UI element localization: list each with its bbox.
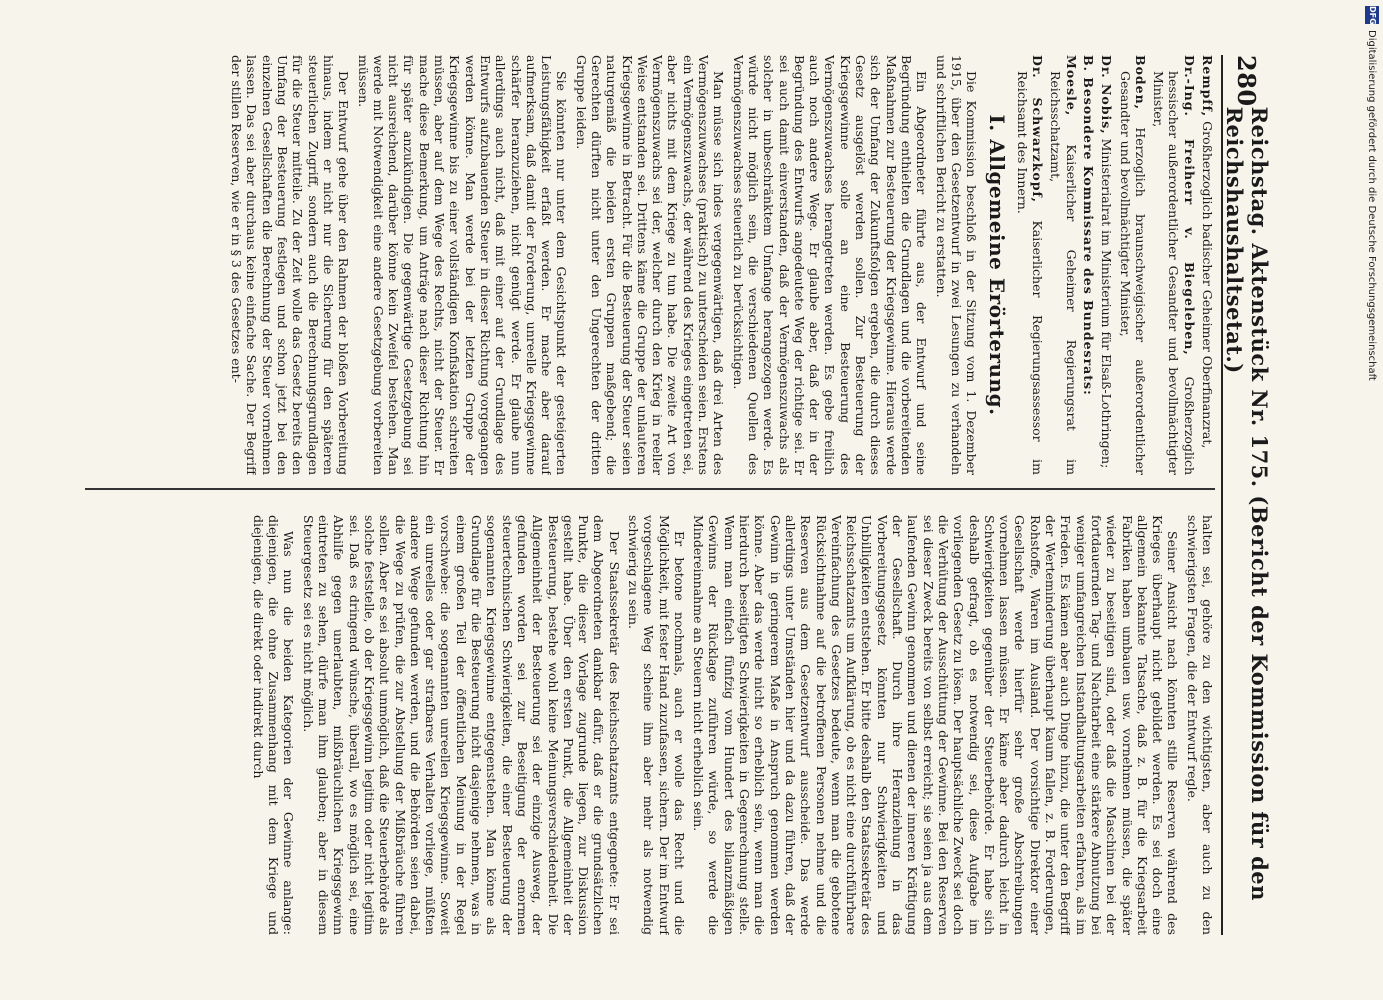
running-header xyxy=(1221,55,1271,935)
paragraph: Der Staatssekretär des Reichsschatzamts entgegnete: Er sei dem Abgeordneten dankbar dafür, daß er die grundsätzlichen Punkte, die dieser Vorlage zugrunde liegen, zur Diskussion gestellt habe. Über den ersten Punkt, die Allgemeinheit der Besteuerung, bestehe wohl keine Meinungsverschiedenheit. Die Allgemeinheit der Besteuerung sei der einzige Ausweg, der gefunden worden sei zur Beseitigung der enormen steuertechnischen Schwierigkeiten, die einer Besteuerung der sogenannten Kriegsgewinne entgegenstehen. Man könne als Grundlage für die Besteuerung nicht dasjenige nehmen, was in einem großen Teil der öffentlichen Meinung in der Regel vorschwebe: die sogenannten unreellen Kriegsgewinne. Soweit ein unreelles oder gar strafbares Verhalten vorliege, müßten andere Wege gefunden werden, und die Behörden seien dabei, die Wege zu prüfen, die zur Abstellung der Mißbräuche führen sollen. Aber es sei absolut unmöglich, daß die Steuerbehörde als solche feststelle, ob der Kriegsgewinn legitim oder nicht legitim sei. Daß es dringend wünsche, überall, wo es möglich sei, eine Abhilfe gegen unerlaubten, mißbräuchlichen Kriegsgewinn eintreten zu sehen, dürfe man ihm glauben; aber in diesem Steuergesetz sei es nicht möglich. xyxy=(300,515,622,935)
entry-name: Moesle, xyxy=(1063,55,1079,117)
entry-text: Herzoglich braunschweigischer außerordentlicher Gesandter und bevollmächtigter Minister, xyxy=(1117,71,1148,475)
paragraph: Er betone nochmals, auch er wolle das Recht und die Möglichkeit, mit fester Hand zuzufassen, sichern. Der im Entwurf vorgeschlagene Weg scheine ihm aber mehr als notwendig schwierig zu sein. xyxy=(626,515,687,935)
paragraph: Ein Abgeordneter führte aus, der Entwurf und seine Begründung enthielten die Grundlagen und die vorbereitenden Maßnahmen zur Besteuerung der Kriegsgewinne. Hieraus werde sich der Umfang der Zukunftsfolgen ergeben, die durch dieses Gesetz ausgelöst werden sollen. Zur Besteuerung der Kriegsgewinne solle an eine Besteuerung des Vermögenszuwachses herangetreten werden. Es gebe freilich auch noch andere Wege. Er glaube aber, daß der in der Begründung des Entwurfs angedeutete Weg der richtige sei. Er sei auch damit einverstanden, daß der Vermögenszuwachs als solcher in unbeschränktem Umfange herangezogen werde. Es würde nicht möglich sein, die verschiedenen Quellen des Vermögenszuwachses steuerlich zu berücksichtigen. xyxy=(730,55,930,475)
list-item xyxy=(1200,55,1215,475)
right-column xyxy=(85,515,1215,935)
entry-name: Dr.-Ing. Freiherr v. Biegeleben, xyxy=(1181,55,1197,356)
entry-text: Kaiserlicher Regierungsassessor im Reichsamt des Innern. xyxy=(1014,71,1046,475)
section-heading-b: B. Besondere Kommissare des Bundesrats: xyxy=(1080,55,1096,396)
digitization-credit-text: Digitalisierung gefördert durch die Deutsche Forschungsgemeinschaft xyxy=(1366,30,1378,381)
list-item xyxy=(1117,55,1148,475)
paragraph: Sie könnten nur unter dem Gesichtspunkt der gesteigerten Leistungsfähigkeit erfaßt werden. Er mache aber darauf aufmerksam, daß damit der Forderung, unreelle Kriegsgewinne schärfer heranzuziehen, nicht genügt werde. Er glaube nun allerdings auch nicht, daß mit einer auf der Grundlage des Entwurfs aufzubauenden Steuer in dieser Richtung vorgegangen werden könne. Man werde bei der letzten Gruppe der Kriegsgewinne bis zu einer vollständigen Konfiskation schreiten müssen, aber auf dem Wege des Rechts, nicht der Steuer. Er mache diese Bemerkung, um Anträge nach dieser Richtung hin für später anzukündigen. Die gegenwärtige Gesetzgebung sei nicht ausreichend, darüber könne kein Zweifel bestehen. Man werde mit Notwendigkeit eine andere Gesetzgebung vorbereiten müssen. xyxy=(355,55,570,475)
entry-name: Rempff, xyxy=(1200,55,1215,118)
entry-text: Ministerialrat im Ministerium für Elsaß-Lothringen; xyxy=(1099,138,1115,469)
paragraph: Was nun die beiden Kategorien der Gewinne anlange: diejenigen, die ohne Zusammenhang mit dem Kriege und diejenigen, die direkt oder indirekt durch xyxy=(250,515,297,935)
paragraph: Die Kommission beschloß in der Sitzung vom 1. Dezember 1915, über den Gesetzentwurf in zwei Lesungen zu verhandeln und schriftlichen Bericht zu erstatten. xyxy=(933,55,980,475)
entry-name: Dr. Nobis, xyxy=(1099,55,1115,135)
paragraph: Man müsse sich indes vergegenwärtigen, daß drei Arten des Vermögenszuwachses (praktisch) zu unterscheiden seien. Erstens ein Vermögenszuwachs, der während des Krieges eingetreten sei, aber nichts mit dem Kriege zu tun habe. Die zweite Art von Vermögenszuwachs sei der, welcher durch den Krieg in reeller Weise entstanden sei. Drittens käme die Gruppe der unlauteren Kriegsgewinne in Betracht. Für die Besteuerung der Steuer seien naturgemäß die beiden ersten Gruppen maßgebend; die Gerechten dürften nicht unter den Ungerechten der dritten Gruppe leiden. xyxy=(573,55,727,475)
entry-name: Boden, xyxy=(1132,55,1148,111)
page-number: 280 xyxy=(1232,55,1262,107)
dfg-logo-icon: DFG xyxy=(1365,6,1379,24)
paragraph: Der Entwurf gehe über den Rahmen der bloßen Vorbereitung hinaus, indem er nicht nur die Sicherung für den späteren steuerlichen Zugriff, sondern auch die Berechnungsgrundlagen für die Steuer mitteile. Zu der Zeit wolle das Gesetz bereits den Umfang der Besteuerung festlegen und schon jetzt bei den einzelnen Gesellschaften die Berechnung der Steuer vornehmen lassen. Das sei aber durchaus keine einfache Sache. Der Begriff der stillen Reserven, wie er in § 3 des Gesetzes ent- xyxy=(229,55,352,475)
digitization-credit xyxy=(1361,0,1383,1000)
paragraph: halten sei, gehöre zu den wichtigsten, aber auch zu den schwierigsten Fragen, die der Entwurf regle. xyxy=(1184,515,1215,935)
entry-text: Kaiserlicher Geheimer Regierungsrat im Reichsschatzamt, xyxy=(1048,71,1079,475)
paragraph: Seiner Ansicht nach könnten stille Reserven während des Krieges überhaupt nicht gebildet werden. Es sei doch eine allgemein bekannte Tatsache, daß z. B. für die Kriegsarbeit Fabriken haben umbauen usw. vornehmen müssen, die später wieder zu beseitigen sind, oder daß die Maschinen bei der fortdauernden Tag- und Nachtarbeit eine stärkere Abnutzung bei weniger umfangreichen Instandhaltungsarbeiten erfahren, als im Frieden. Es kämen aber auch Dinge hinzu, die unter den Begriff der Werteminderung überhaupt kaum fallen, z. B. Forderungen, Rohstoffe, Waren im Ausland. Der vorsichtige Direktor einer Gesellschaft werde hierfür sehr große Abschreibungen vornehmen lassen müssen. Er käme aber dadurch leicht in Schwierigkeiten gegenüber der Steuerbehörde. Er habe sich deshalb gefragt, ob es notwendig sei, diese Aufgabe im vorliegenden Gesetz zu lösen. Der hauptsächliche Zweck sei doch die Verhütung der Ausschüttung der Gewinne. Bei den Reserven sei dieser Zweck bereits von selbst erreicht; sie seien ja aus dem laufenden Gewinn genommen und dienen der inneren Kräftigung der Gesellschaft. Durch ihre Heranziehung in das Vorbereitungsgesetz könnten nur Schwierigkeiten und Unbilligkeiten entstehen. Er bitte deshalb den Staatssekretär des Reichsschatzamts um Aufklärung, ob es nicht eine durchführbare Vereinfachung des Gesetzes bedeute, wenn man die gebotene Rücksichtnahme auf die betroffenen Personen nehme und die Reserven aus dem Gesetzentwurf ausscheide. Das werde allerdings unter Umständen hier und da dazu führen, daß der Gewinn in geringerem Maße in Anspruch genommen werden könne. Aber das werde nicht so erheblich sein, wenn man die hierdurch beseitigten Schwierigkeiten in Gegenrechnung stelle. Wenn man einfach fünfzig vom Hundert des bilanzmäßigen Gewinns der Rücklage zuführen würde, so werde die Mindereinnahme an Steuern nicht erheblich sein. xyxy=(691,515,1181,935)
header-title: Reichstag. Aktenstück Nr. 175. (Bericht der Kommission für den Reichshaushaltsetat.) xyxy=(1222,106,1272,901)
list-item xyxy=(1048,55,1079,475)
entry-text: Großherzoglich badischer Geheimer Oberfinanzrat, xyxy=(1200,121,1215,449)
entry-text: Großherzoglich hessischer außerordentlicher Gesandter und bevollmächtigter Minister, xyxy=(1151,71,1197,475)
left-column xyxy=(85,55,1215,475)
column-divider xyxy=(85,488,1215,490)
list-item xyxy=(1099,55,1114,475)
entry-name: Dr. Schwarzkopf, xyxy=(1030,55,1046,203)
section-title: I. Allgemeine Erörterung. xyxy=(985,114,1010,416)
list-item xyxy=(1151,55,1197,475)
list-item xyxy=(1014,55,1045,475)
